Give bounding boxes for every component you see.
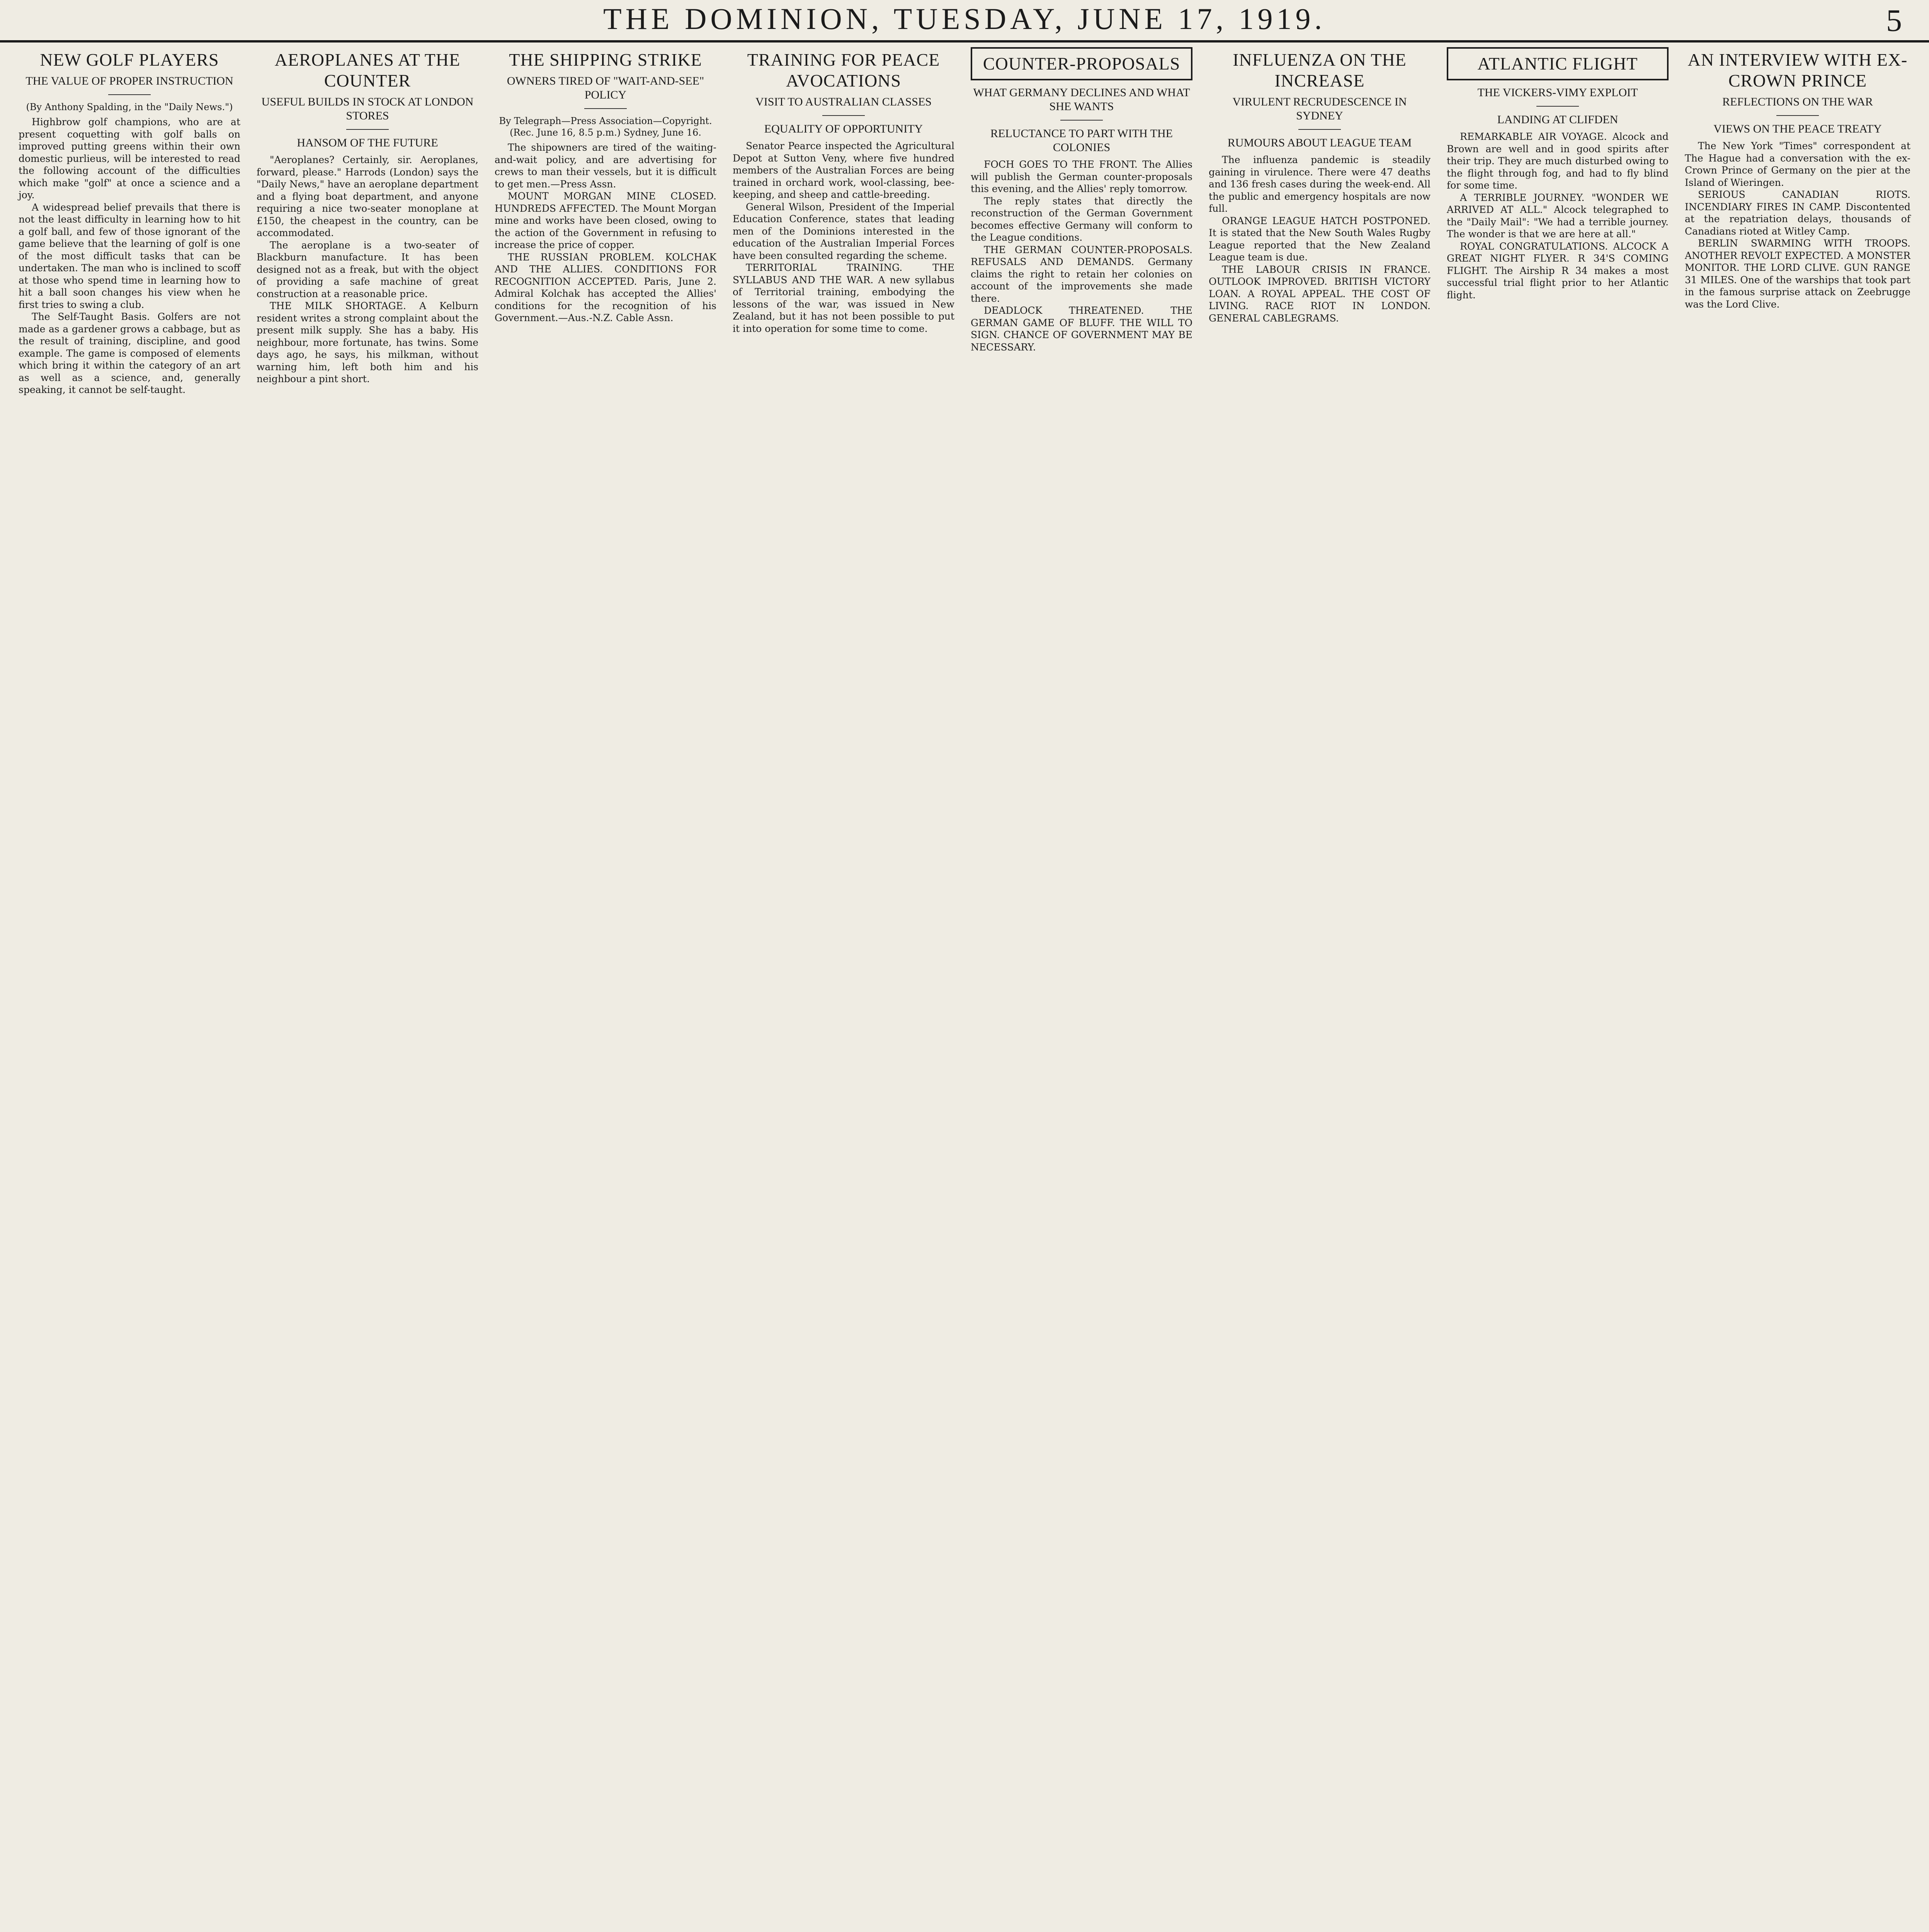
divider	[108, 94, 151, 95]
byline: RELUCTANCE TO PART WITH THE COLONIES	[990, 127, 1173, 154]
subheading: WHAT GERMANY DECLINES AND WHAT SHE WANTS	[973, 86, 1190, 113]
body-paragraph: The aeroplane is a two-seater of Blackburn manufacture. It has been designed not as a freak, but with the object of providing a safe machine of great construction at a reasonable price.	[257, 239, 478, 299]
body-paragraph: REMARKABLE AIR VOYAGE. Alcock and Brown are well and in good spirits after their trip. They are much disturbed owing to the flight through fog, and had to fly blind for some time.	[1447, 131, 1669, 191]
divider	[346, 129, 389, 130]
masthead-title: THE DOMINION, TUESDAY, JUNE 17, 1919.	[603, 2, 1326, 36]
subheading: VIRULENT RECRUDESCENCE IN SYDNEY	[1232, 95, 1407, 122]
column-aeroplanes	[253, 47, 481, 1932]
byline: VIEWS ON THE PEACE TREATY	[1713, 122, 1882, 135]
subheading: REFLECTIONS ON THE WAR	[1722, 95, 1873, 108]
headline: ATLANTIC FLIGHT	[1447, 47, 1669, 80]
headline: TRAINING FOR PEACE AVOCATIONS	[747, 50, 940, 90]
byline: RUMOURS ABOUT LEAGUE TEAM	[1227, 136, 1412, 149]
body-paragraph: DEADLOCK THREATENED. THE GERMAN GAME OF BLUFF. THE WILL TO SIGN. CHANCE OF GOVERNMENT MAY BE NECESSARY.	[971, 305, 1192, 353]
body-paragraph: "Aeroplanes? Certainly, sir. Aeroplanes, forward, please." Harrods (London) says the "Daily News," have an aeroplane department and a flying boat department, and anyone requiring a nice two-seater monoplane at £150, the cheapest in the country, can be accommodated.	[257, 154, 478, 238]
subheading: OWNERS TIRED OF "WAIT-AND-SEE" POLICY	[507, 75, 704, 101]
divider	[1298, 129, 1341, 130]
page-number: 5	[1886, 3, 1902, 38]
byline: (By Anthony Spalding, in the "Daily News.")	[26, 102, 233, 112]
headline: INFLUENZA ON THE INCREASE	[1233, 50, 1407, 90]
subheading: USEFUL BUILDS IN STOCK AT LONDON STORES	[261, 95, 474, 122]
byline: LANDING AT CLIFDEN	[1497, 113, 1618, 126]
headline: AEROPLANES AT THE COUNTER	[274, 50, 461, 90]
byline: HANSOM OF THE FUTURE	[297, 136, 438, 149]
body-paragraph: THE MILK SHORTAGE. A Kelburn resident writes a strong complaint about the present milk supply. She has a baby. His neighbour, more fortunate, has twins. Some days ago, he says, his milkman, without warning him, left both him and his neighbour a pint short.	[257, 300, 478, 384]
body-paragraph: The influenza pandemic is steadily gaining in virulence. There were 47 deaths and 136 fresh cases during the week-end. All the public and emergency hospitals are now full.	[1209, 154, 1431, 214]
body-paragraph: THE LABOUR CRISIS IN FRANCE. OUTLOOK IMPROVED. BRITISH VICTORY LOAN. A ROYAL APPEAL. THE COST OF LIVING. RACE RIOT IN LONDON. GENERAL CABLEGRAMS.	[1209, 264, 1431, 324]
body-paragraph: The Self-Taught Basis. Golfers are not made as a gardener grows a cabbage, but as the result of training, discipline, and good example. The game is composed of elements which bring it within the category of an art as well as a science, and, generally speaking, it cannot be self-taught.	[19, 311, 240, 395]
divider	[822, 115, 865, 116]
body-paragraph: The reply states that directly the reconstruction of the German Government becomes effective Germany will conform to the League conditions.	[971, 195, 1192, 243]
column-golf-players	[15, 47, 243, 1932]
body-paragraph: Senator Pearce inspected the Agricultural Depot at Sutton Veny, where five hundred members of the Australian Forces are being trained in orchard work, wool-classing, bee-keeping, and sheep and cattle-breeding.	[733, 140, 954, 200]
body-paragraph: THE RUSSIAN PROBLEM. KOLCHAK AND THE ALLIES. CONDITIONS FOR RECOGNITION ACCEPTED. Paris, June 2. Admiral Kolchak has accepted the Allies' conditions for the recognition of his Government.—Aus.-N.Z. Cable Assn.	[495, 251, 716, 323]
subheading: THE VALUE OF PROPER INSTRUCTION	[26, 75, 233, 87]
body-paragraph: A widespread belief prevails that there is not the least difficulty in learning how to hit a golf ball, and few of those ignorant of the game believe that the learning of golf is one of the most difficult tasks that can be undertaken. The man who is inclined to scoff at those who spend time in learning how to hit a ball soon changes his view when he first tries to swing a club.	[19, 201, 240, 310]
body-paragraph: MOUNT MORGAN MINE CLOSED. HUNDREDS AFFECTED. The Mount Morgan mine and works have been closed, owing to the action of the Government in refusing to increase the price of copper.	[495, 190, 716, 250]
body-paragraph: THE GERMAN COUNTER-PROPOSALS. REFUSALS AND DEMANDS. Germany claims the right to retain her colonies on account of the improvements she made there.	[971, 244, 1192, 304]
divider	[1776, 115, 1819, 116]
body-paragraph: FOCH GOES TO THE FRONT. The Allies will publish the German counter-proposals this evening, and the Allies' reply tomorrow.	[971, 159, 1192, 194]
column-influenza	[1206, 47, 1434, 1932]
column-shipping-strike	[492, 47, 720, 1932]
byline: EQUALITY OF OPPORTUNITY	[764, 122, 923, 135]
column-crown-prince	[1682, 47, 1914, 1932]
body-paragraph: TERRITORIAL TRAINING. THE SYLLABUS AND THE WAR. A new syllabus of Territorial training, embodying the lessons of the war, was issued in New Zealand, but it has not been possible to put it into operation for some time to come.	[733, 262, 954, 334]
body-paragraph: BERLIN SWARMING WITH TROOPS. ANOTHER REVOLT EXPECTED. A MONSTER MONITOR. THE LORD CLIVE. GUN RANGE 31 MILES. One of the warships that took part in the famous surprise attack on Zeebrugge was the Lord Clive.	[1685, 238, 1910, 310]
headline: AN INTERVIEW WITH EX-CROWN PRINCE	[1687, 50, 1908, 90]
body-paragraph: General Wilson, President of the Imperial Education Conference, states that leading men of the Dominions interested in the education of the Australian Imperial Forces have been consulted regarding the scheme.	[733, 201, 954, 261]
body-paragraph: ORANGE LEAGUE HATCH POSTPONED. It is stated that the New South Wales Rugby League reported that the New Zealand League team is due.	[1209, 215, 1431, 263]
headline: THE SHIPPING STRIKE	[509, 50, 702, 70]
body-paragraph: Highbrow golf champions, who are at present coquetting with golf balls on improved putting greens within their own domestic purlieus, will be interested to read the following account of the difficulties which make "golf" at once a science and a joy.	[19, 116, 240, 201]
subheading: VISIT TO AUSTRALIAN CLASSES	[755, 95, 932, 108]
divider	[1060, 120, 1103, 121]
byline: By Telegraph—Press Association—Copyright. (Rec. June 16, 8.5 p.m.) Sydney, June 16.	[499, 116, 712, 138]
masthead	[0, 0, 1929, 43]
body-paragraph: The New York "Times" correspondent at The Hague had a conversation with the ex-Crown Prince of Germany on the pier at the Island of Wieringen.	[1685, 140, 1910, 188]
body-paragraph: The shipowners are tired of the waiting-and-wait policy, and are advertising for crews to man their vessels, but it is difficult to get men.—Press Assn.	[495, 142, 716, 190]
divider	[584, 108, 627, 109]
column-atlantic-flight	[1444, 47, 1672, 1932]
headline: NEW GOLF PLAYERS	[40, 50, 219, 70]
headline: COUNTER-PROPOSALS	[971, 47, 1192, 80]
body-paragraph: A TERRIBLE JOURNEY. "WONDER WE ARRIVED AT ALL." Alcock telegraphed to the "Daily Mail": "We had a terrible journey. The wonder is that we are here at all."	[1447, 192, 1669, 240]
column-peace-training	[730, 47, 958, 1932]
divider	[1536, 106, 1579, 107]
subheading: THE VICKERS-VIMY EXPLOIT	[1477, 86, 1638, 99]
column-counter-proposals	[968, 47, 1196, 1932]
body-paragraph: ROYAL CONGRATULATIONS. ALCOCK A GREAT NIGHT FLYER. R 34'S COMING FLIGHT. The Airship R 34 makes a most successful trial flight prior to her Atlantic flight.	[1447, 240, 1669, 301]
body-paragraph: SERIOUS CANADIAN RIOTS. INCENDIARY FIRES IN CAMP. Discontented at the repatriation delays, thousands of Canadians rioted at Witley Camp.	[1685, 189, 1910, 237]
